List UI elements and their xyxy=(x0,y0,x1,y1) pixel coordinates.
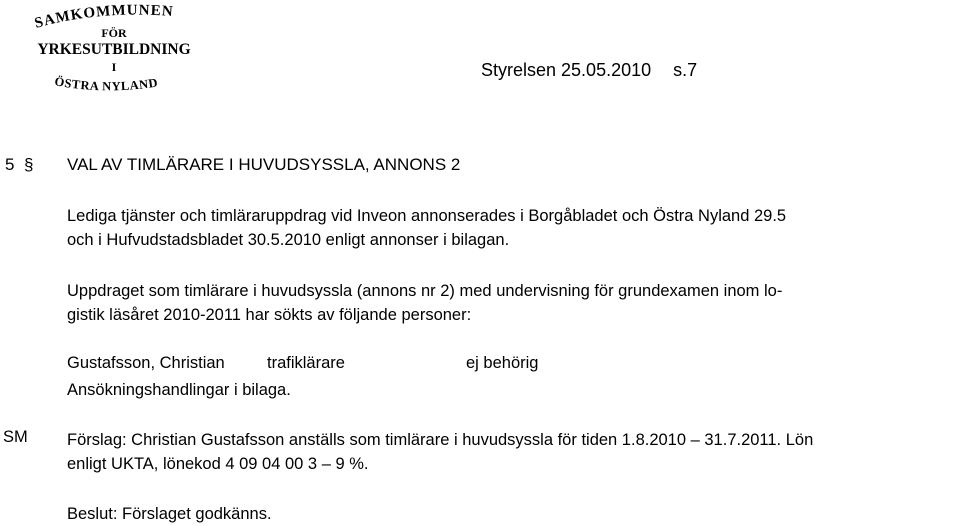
text-line: Förslag: Christian Gustafsson anställs som timlärare i huvudsyssla för tiden 1.8.2010 – 31.7.2011. Lön xyxy=(67,431,814,449)
organization-logo xyxy=(14,0,214,100)
text-line: Lediga tjänster och timläraruppdrag vid Inveon annonserades i Borgåbladet och Östra Nyland 29.5 xyxy=(67,207,787,225)
meeting-reference xyxy=(481,60,697,81)
logo-line-for: FÖR xyxy=(101,26,127,40)
logo-line-i: I xyxy=(111,60,117,74)
meeting-date: Styrelsen 25.05.2010 xyxy=(481,60,652,80)
applicant-name: Gustafsson, Christian xyxy=(67,354,225,372)
proposal-label: SM xyxy=(3,428,28,446)
logo-line-samkommunen: SAMKOMMUNEN xyxy=(32,2,175,32)
announcement-paragraph xyxy=(67,204,786,252)
text-line: gistik läsåret 2010-2011 har sökts av följande personer: xyxy=(67,306,472,324)
attachments-note: Ansökningshandlingar i bilaga. xyxy=(67,381,291,399)
proposal-paragraph xyxy=(67,428,813,476)
page-number: s.7 xyxy=(673,60,698,80)
section-symbol: § xyxy=(24,155,34,174)
section-number: 5 xyxy=(5,155,15,174)
text-line: enligt UKTA, lönekod 4 09 04 00 3 – 9 %. xyxy=(67,455,369,473)
text-line: och i Hufvudstadsbladet 30.5.2010 enligt annonser i bilagan. xyxy=(67,231,510,249)
section-heading: VAL AV TIMLÄRARE I HUVUDSYSSLA, ANNONS 2 xyxy=(67,155,461,174)
applicant-role: trafiklärare xyxy=(267,354,345,372)
assignment-paragraph xyxy=(67,279,782,327)
applicant-status: ej behörig xyxy=(466,354,539,372)
text-line: Uppdraget som timlärare i huvudsyssla (annons nr 2) med undervisning för grundexamen inom lo- xyxy=(67,282,783,300)
logo-line-yrkesutbildning: YRKESUTBILDNING xyxy=(37,41,191,58)
logo-line-ostra-nyland: ÖSTRA NYLAND xyxy=(53,74,159,94)
decision-text: Beslut: Förslaget godkänns. xyxy=(67,505,272,523)
